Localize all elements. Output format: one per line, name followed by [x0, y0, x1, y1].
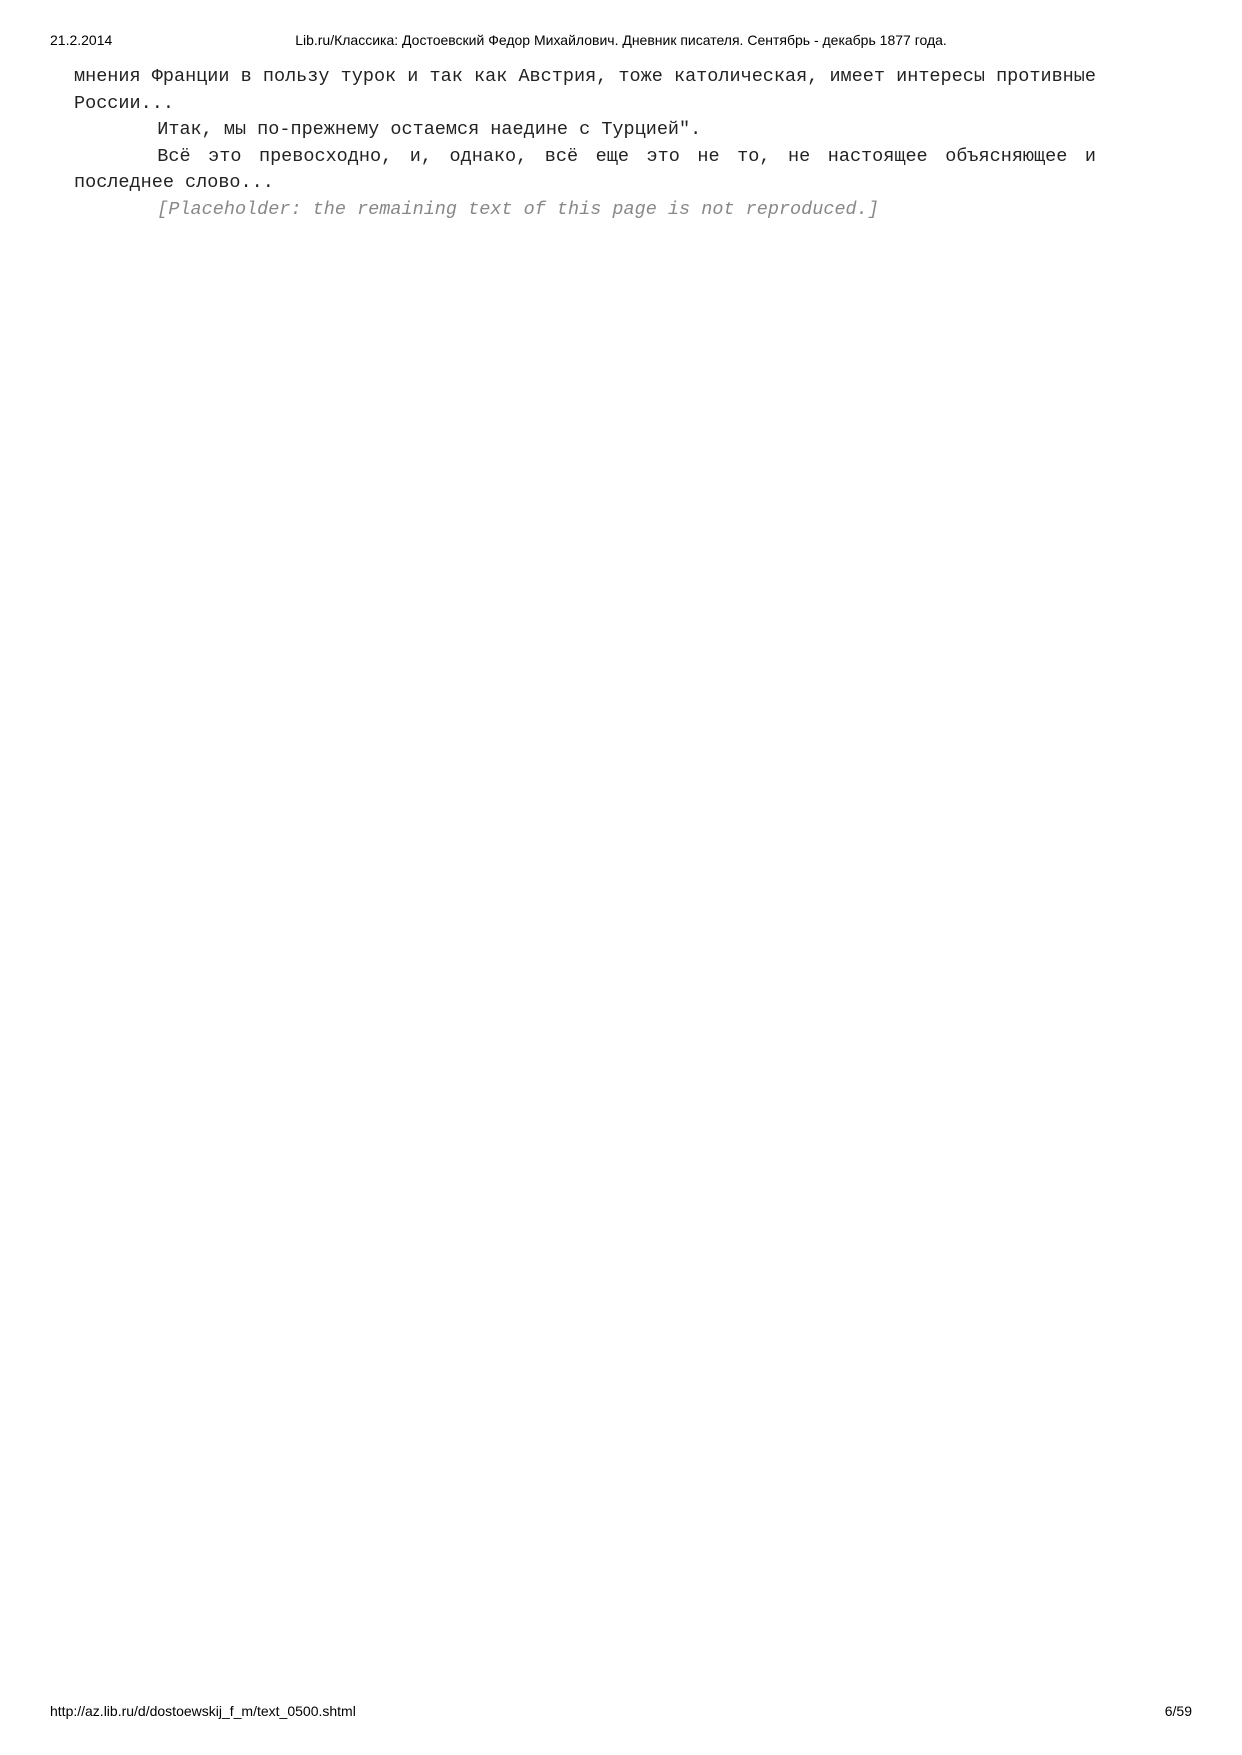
- article-body: [74, 64, 1096, 223]
- paragraph: мнения Франции в пользу турок и так как Австрия, тоже католическая, имеет интересы противные России...: [74, 66, 1096, 114]
- source-url[interactable]: http://az.lib.ru/d/dostoewskij_f_m/text_0500.shtml: [50, 1703, 356, 1719]
- document-title: Lib.ru/Классика: Достоевский Федор Михайлович. Дневник писателя. Сентябрь - декабрь 1877 года.: [295, 32, 947, 48]
- paragraph: Всё это превосходно, и, однако, всё еще это не то, не настоящее объясняющее и последнее слово...: [74, 145, 1096, 193]
- page-number: 6/59: [1164, 1703, 1192, 1719]
- paragraph: Итак, мы по-прежнему остаемся наедине с Турцией".: [157, 119, 702, 140]
- print-date: 21.2.2014: [50, 32, 113, 48]
- page-header: [50, 32, 1192, 52]
- page-footer: [50, 1703, 1192, 1723]
- placeholder-note: [Placeholder: the remaining text of this page is not reproduced.]: [157, 198, 879, 220]
